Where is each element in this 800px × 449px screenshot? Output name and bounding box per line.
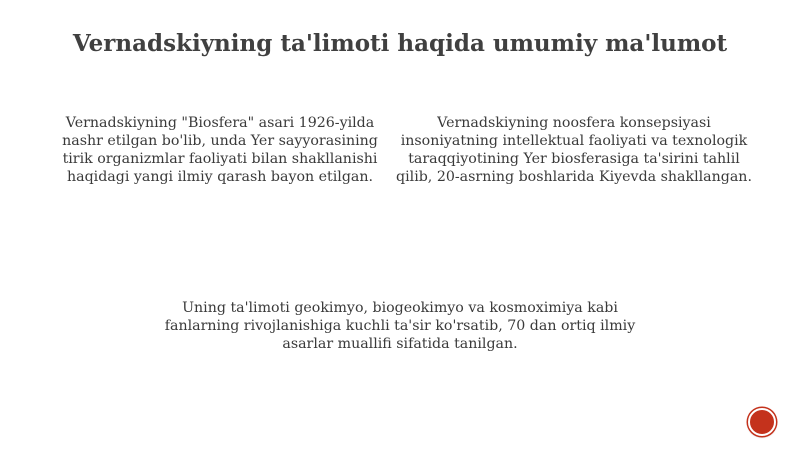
circle-nav-icon: [757, 417, 767, 427]
text-block-left: Vernadskiyning "Biosfera" asari 1926-yilda nashr etilgan bo'lib, unda Yer sayyorasining tirik organizmlar faoliyati bilan shakllanishi haqidagi yangi ilmiy qarash bayon etilgan.: [62, 115, 378, 185]
text-block-bottom: Uning ta'limoti geokimyo, biogeokimyo va kosmoximiya kabi fanlarning rivojlanishiga kuchli ta'sir ko'rsatib, 70 dan ortiq ilmiy asarlar muallifi sifatida tanilgan.: [164, 300, 636, 352]
slide-title: Vernadskiyning ta'limoti haqida umumiy ma'lumot: [72, 30, 728, 57]
text-block-right: Vernadskiyning noosfera konsepsiyasi insoniyatning intellektual faoliyati va texnologik taraqqiyotining Yer biosferasiga ta'sirini tahlil qilib, 20-asrning boshlarida Kiyevda shakllangan.: [396, 115, 752, 185]
next-slide-button[interactable]: [748, 408, 776, 436]
